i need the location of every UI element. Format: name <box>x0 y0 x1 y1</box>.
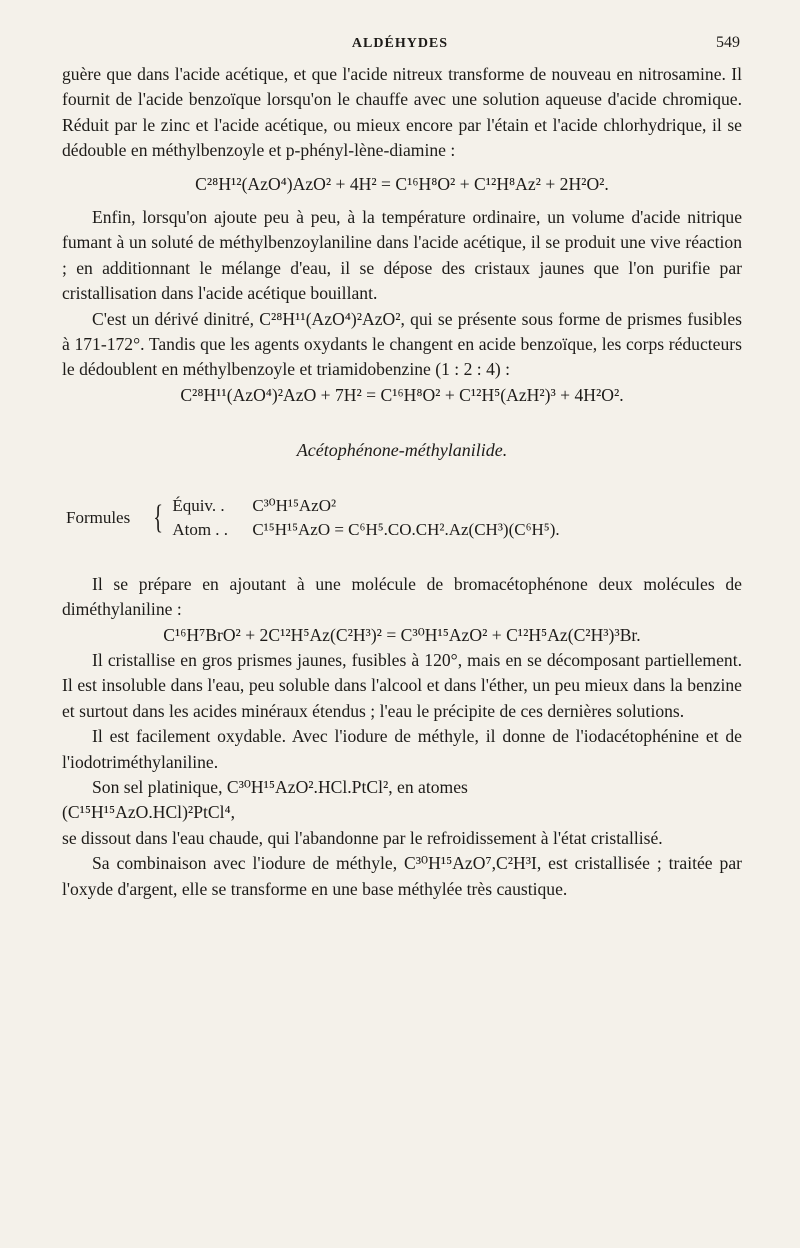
page-body <box>62 62 742 902</box>
paragraph-2: Enfin, lorsqu'on ajoute peu à peu, à la température ordinaire, un volume d'acide nitrique fumant à un soluté de méthylbenzoylaniline dans l'acide acétique, il se produit une vive réaction ; en additionnant le mélange d'eau, il se dépose des cristaux jaunes que l'on purifie par cristallisation dans l'acide acétique bouillant. <box>62 207 742 304</box>
equiv-formula: C³⁰H¹⁵AzO² <box>252 495 337 515</box>
paragraph-5: Il cristallise en gros prismes jaunes, fusibles à 120°, mais en se décomposant partiellement. Il est insoluble dans l'eau, peu soluble dans l'alcool et dans l'éther, un peu mieux dans la benzine et surtout dans les acides minéraux étendus ; l'eau le précipite de ces dernières solutions. <box>62 649 742 721</box>
running-header: ALDÉHYDES <box>351 36 449 51</box>
formula-preparation: C¹⁶H⁷BrO² + 2C¹²H⁵Az(C²H³)² = C³⁰H¹⁵AzO² + C¹²H⁵Az(C²H³)³Br. <box>163 624 641 645</box>
paragraph-1: guère que dans l'acide acétique, et que l'acide nitreux transforme de nouveau en nitrosamine. Il fournit de l'acide benzoïque lorsqu'on le chauffe avec une solution aqueuse d'acide chromique. Réduit par le zinc et l'acide acétique, ou mieux encore par l'étain et l'acide chlorhydrique, il se dédouble en méthylbenzoyle et p-phényl-lène-diamine : <box>62 64 742 161</box>
formula-platinum: (C¹⁵H¹⁵AzO.HCl)²PtCl⁴, <box>62 802 236 823</box>
formula-triamido: C²⁸H¹¹(AzO⁴)²AzO + 7H² = C¹⁶H⁸O² + C¹²H⁵(AzH²)³ + 4H²O². <box>180 384 624 405</box>
paragraph-8: se dissout dans l'eau chaude, qui l'abandonne par le refroidissement à l'état cristallisé. <box>62 827 663 848</box>
section-title: Acétophénone-méthylanilide. <box>296 440 508 461</box>
paragraph-3: C'est un dérivé dinitré, C²⁸H¹¹(AzO⁴)²AzO², qui se présente sous forme de prismes fusibles à 171-172°. Tandis que les agents oxydants le changent en acide benzoïque, les corps réducteurs le dédoublent en méthylbenzoyle et triamidobenzine (1 : 2 : 4) : <box>62 308 742 380</box>
brace-symbol: { <box>153 498 164 536</box>
paragraph-6: Il est facilement oxydable. Avec l'iodure de méthyle, il donne de l'iodacétophénine et de l'iodotriméthylaniline. <box>62 726 742 772</box>
paragraph-4: Il se prépare en ajoutant à une molécule de bromacétophénone deux molécules de diméthylaniline : <box>62 573 742 620</box>
page-number: 549 <box>716 34 740 51</box>
formula-reduction: C²⁸H¹²(AzO⁴)AzO² + 4H² = C¹⁶H⁸O² + C¹²H⁸Az² + 2H²O². <box>195 173 609 194</box>
atom-formula: C¹⁵H¹⁵AzO = C⁶H⁵.CO.CH².Az(CH³)(C⁶H⁵). <box>252 519 560 539</box>
equiv-label: Équiv. . <box>172 495 225 515</box>
paragraph-7: Son sel platinique, C³⁰H¹⁵AzO².HCl.PtCl², en atomes <box>92 776 468 797</box>
paragraph-9: Sa combinaison avec l'iodure de méthyle, C³⁰H¹⁵AzO⁷,C²H³I, est cristallisée ; traitée par l'oxyde d'argent, elle se transforme en une base méthylée très caustique. <box>62 853 742 899</box>
formulas-label: Formules <box>66 507 131 527</box>
formulas-block <box>66 494 742 542</box>
atom-label: Atom . . <box>172 519 229 539</box>
